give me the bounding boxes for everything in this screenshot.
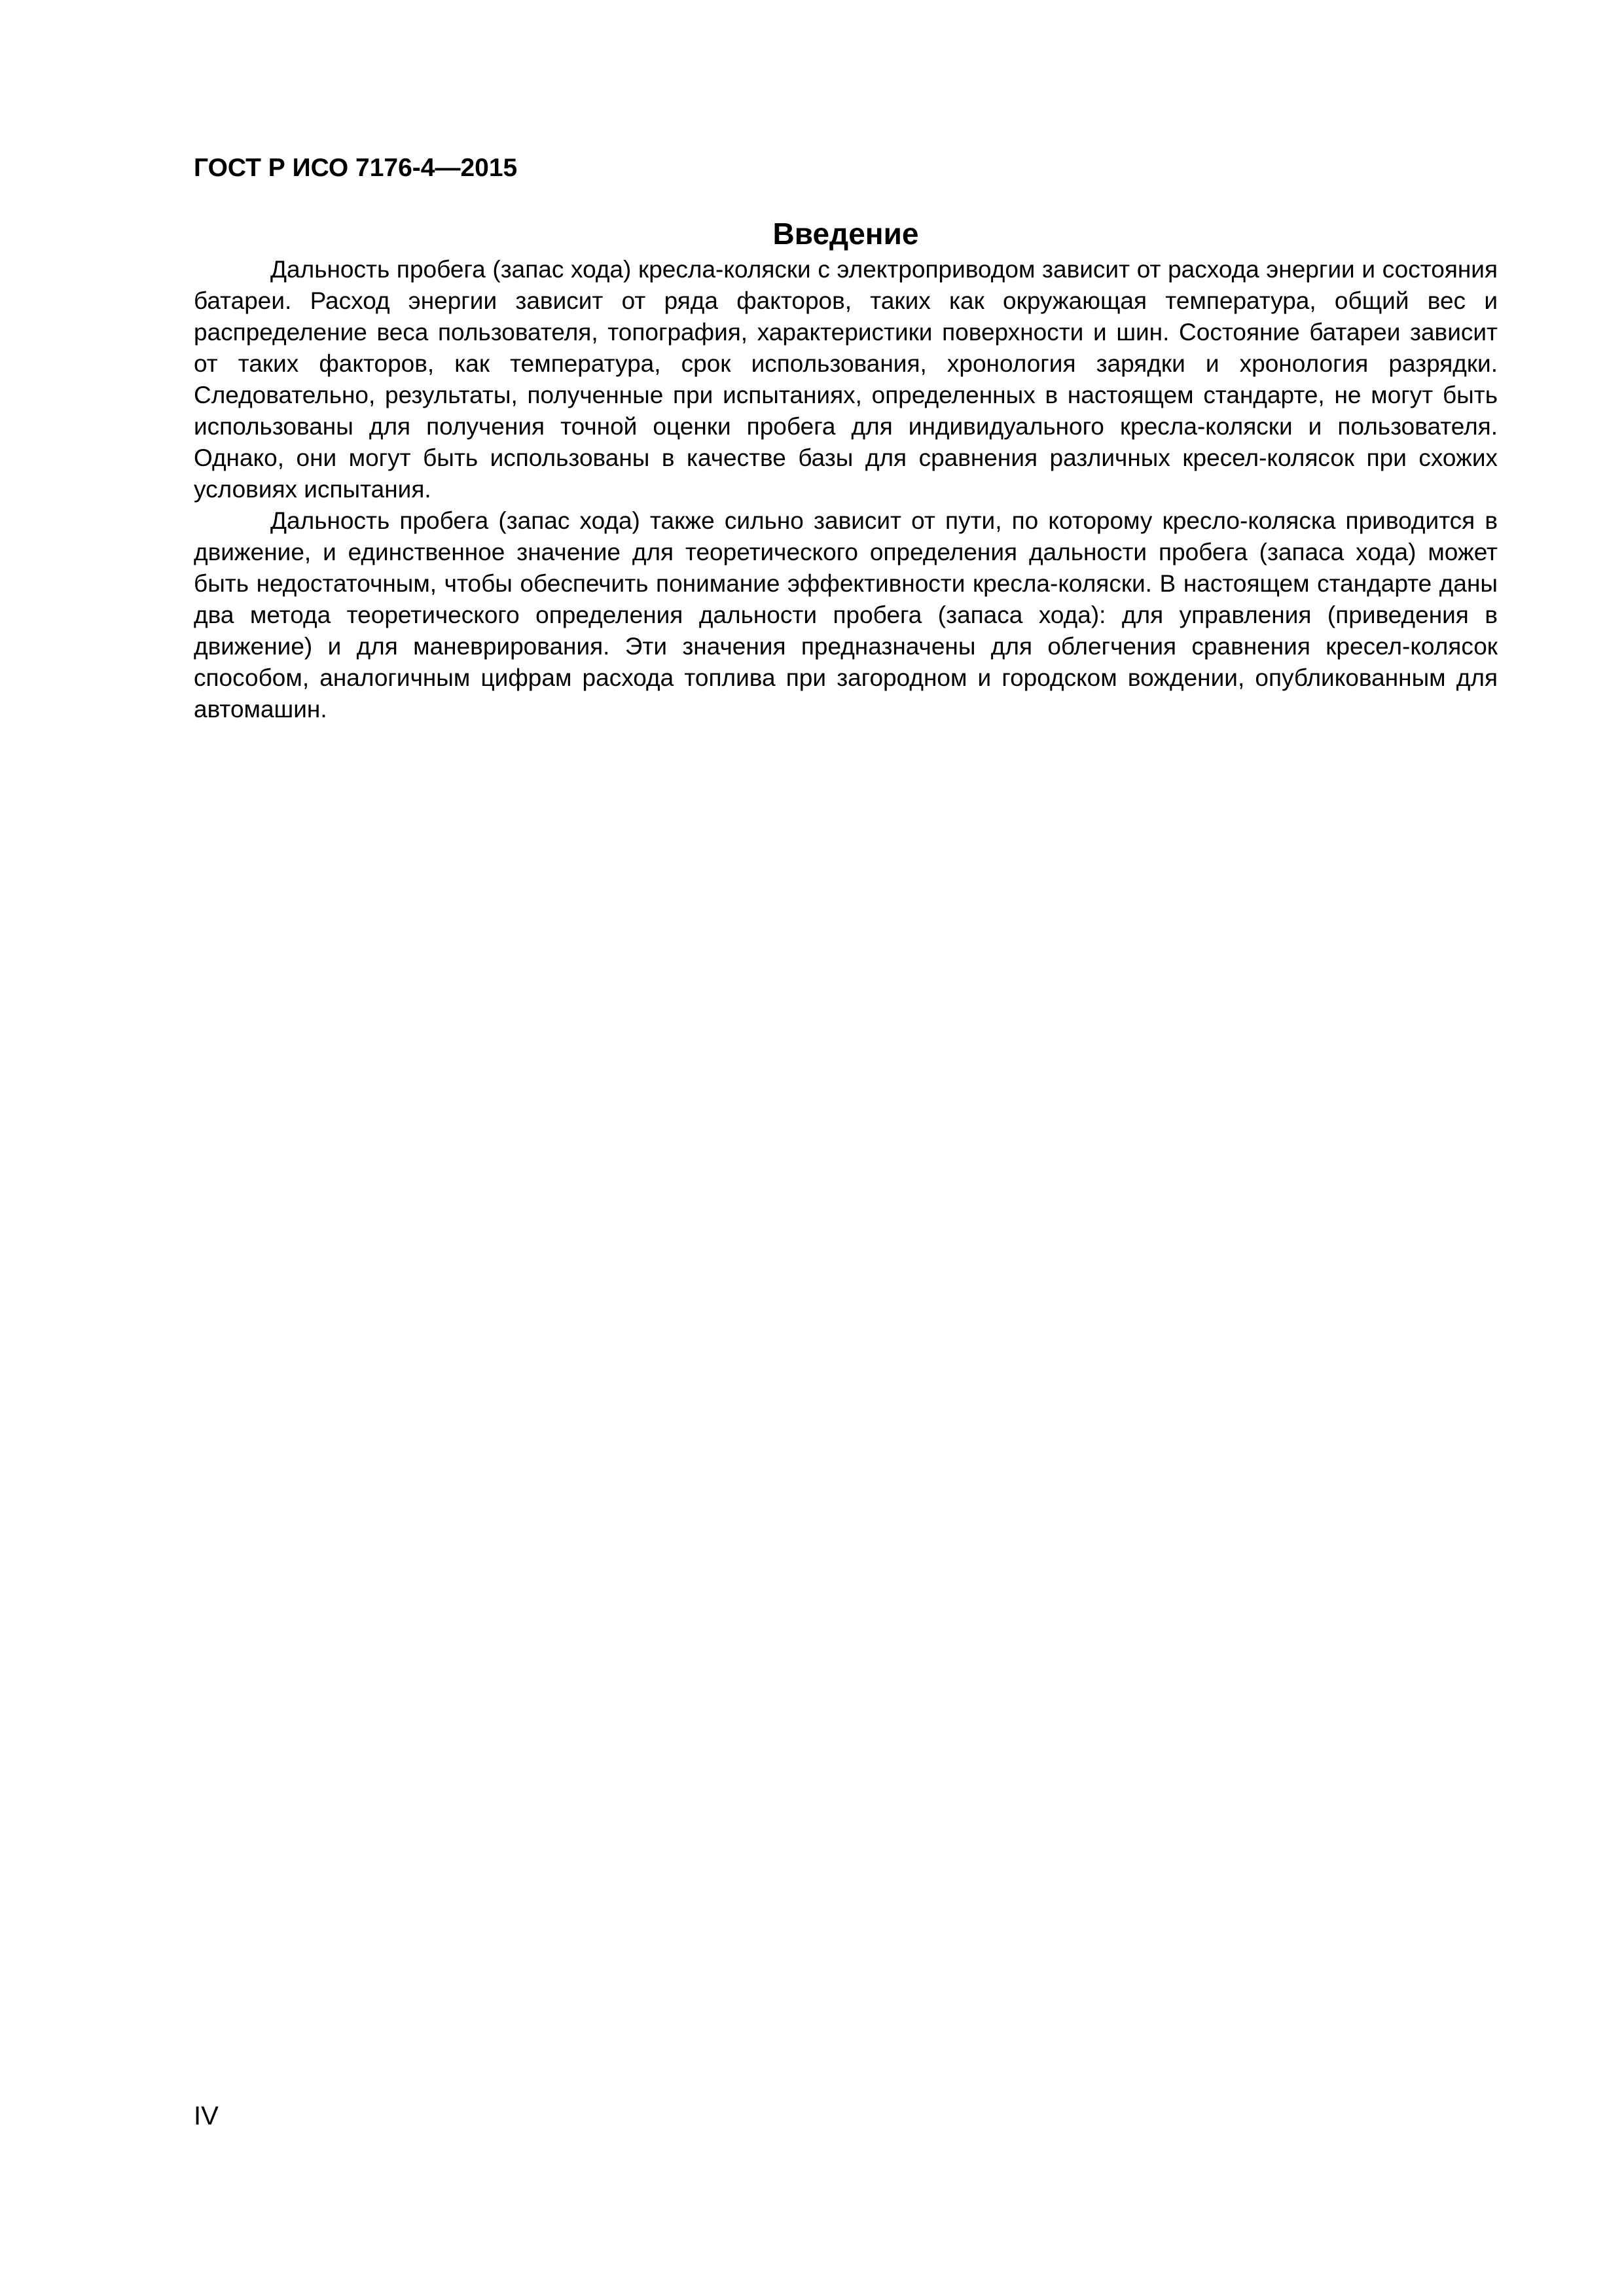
paragraph-2: Дальность пробега (запас хода) также сильно зависит от пути, по которому кресло-коляска приводится в движение, и единственное значение для теоретического определения дальности пробега (запаса хода) может быть недостаточным, чтобы обеспечить понимание эффективности кресла-коляски. В настоящем стандарте даны два метода теоретического определения дальности пробега (запаса хода): для управления (приведения в движение) и для маневрирования. Эти значения предназначены для облегчения сравнения кресел-колясок способом, аналогичным цифрам расхода топлива при загородном и городском вождении, опубликованным для автомашин. bbox=[194, 507, 1498, 723]
section-title: Введение bbox=[772, 217, 919, 251]
page-number: IV bbox=[194, 2102, 219, 2130]
section-body bbox=[194, 254, 1498, 725]
paragraph-1: Дальность пробега (запас хода) кресла-коляски с электроприводом зависит от расхода энергии и состояния батареи. Расход энергии зависит от ряда факторов, таких как окружающая температура, общий вес и распределение веса пользователя, топография, характеристики поверхности и шин. Состояние батареи зависит от таких факторов, как температура, срок использования, хронология зарядки и хронология разрядки. Следовательно, результаты, полученные при испытаниях, определенных в настоящем стандарте, не могут быть использованы для получения точной оценки пробега для индивидуального кресла-коляски и пользователя. Однако, они могут быть использованы в качестве базы для сравнения различных кресел-колясок при схожих условиях испытания. bbox=[194, 256, 1498, 503]
standard-code-header: ГОСТ Р ИСО 7176-4—2015 bbox=[194, 154, 518, 182]
